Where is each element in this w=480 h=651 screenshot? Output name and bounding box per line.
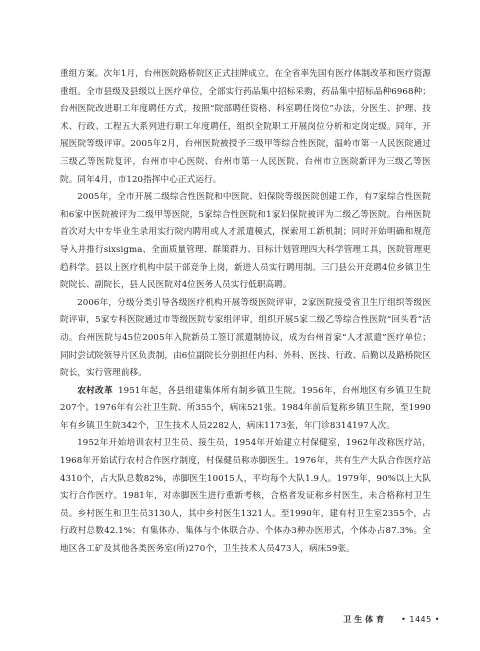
- page-footer: [330, 612, 440, 626]
- paragraph-5: 1952年开始培训农村卫生员、接生员，1954年开始建立村保健室，1962年改称医疗站，1968年开始试行农村合作医疗制度，村保健员称赤脚医生。1976年，共有生产大队合作医疗站4310个，占大队总数82%，赤脚医生10015人，平均每个大队1.9人。1979年，90%以上大队实行合作医疗。1981年，对赤脚医生进行重新考核，合格者发证称乡村医生，未合格称村卫生员。乡村医生和卫生员3130人，其中乡村医生1321人。至1990年，建有村卫生室2355个，占行政村总数42.1%；有集体办、集体与个体联合办、个体办3种办医形式，个体办占87.3%。全地区各工矿及其他各类医务室(所)270个，卫生技术人员473人，病床59张。: [60, 438, 431, 555]
- paragraph-3: 2006年，分级分类引导各级医疗机构开展等级医院评审，2家医院接受省卫生厅组织等级医院评审，5家专科医院通过市等级医院专家组评审，组织开展5家二级乙等综合性医院“回头看”活动。台州医院与45位2005年入院新员工签订派遣制协议，成为台州首家“人才派遣”医疗单位；同时尝试院领导片区负责制，由6位副院长分别担任内科、外科、医技、行政、后勤以及路桥院区院长，实行管理前移。: [60, 297, 431, 379]
- paragraph-4-text: 1951年起，各县组建集体所有制乡镇卫生院。1956年，台州地区有乡镇卫生院207个。1976年有公社卫生院、所355个，病床521张。1984年前后复称乡镇卫生院，至1990年有乡镇卫生院342个，卫生技术人员2282人，病床1173张，年门诊8314197人次。: [60, 385, 431, 431]
- paragraph-2: 2005年，全市开展二级综合性医院和中医院、妇保院等级医院创建工作，有7家综合性医院和6家中医院被评为二级甲等医院，5家综合性医院和1家妇保院被评为二级乙等医院。台州医院首次对大中专毕业生录用实行院内聘用或人才派遣模式，探索用工新机制；同时开始明确和规范导入并推行sixsigma、全面质量管理、群策群力、目标计划管理四大科学管理工具，医院管理更趋科学。县以上医疗机构中层干部竞争上岗，新进人员实行聘用制。三门县公开竞聘4位乡镇卫生院院长、副院长，县人民医院对4位医务人员实行低职高聘。: [60, 192, 431, 291]
- paragraph-1: 重组方案。次年1月，台州医院路桥院区正式挂牌成立，在全省率先国有医疗体制改革和医疗资源重组。全市县级及县级以上医疗单位，全部实行药品集中招标采购，药品集中招标品种6968种；台州医院改进职工年度聘任方式，按照“院部聘任资格、科室聘任岗位”办法，分医生、护理、技术、行政、工程五大系列进行职工年度聘任，组织全院职工开展岗位分析和定岗定级。同年，开展医院等级评审。2005年2月，台州医院被授予三级甲等综合性医院，温岭市第一人民医院通过三级乙等医院复评，台州市中心医院、台州市第一人民医院、台州市立医院新评为三级乙等医院。同年4月，市120指挥中心正式运行。: [60, 69, 431, 185]
- page-number: • 1445 •: [401, 614, 440, 624]
- section-heading-rural-reform: 农村改革: [77, 385, 113, 396]
- paragraph-4: [60, 383, 431, 436]
- document-body: [60, 66, 431, 559]
- footer-section-title: 卫生体育: [343, 614, 388, 624]
